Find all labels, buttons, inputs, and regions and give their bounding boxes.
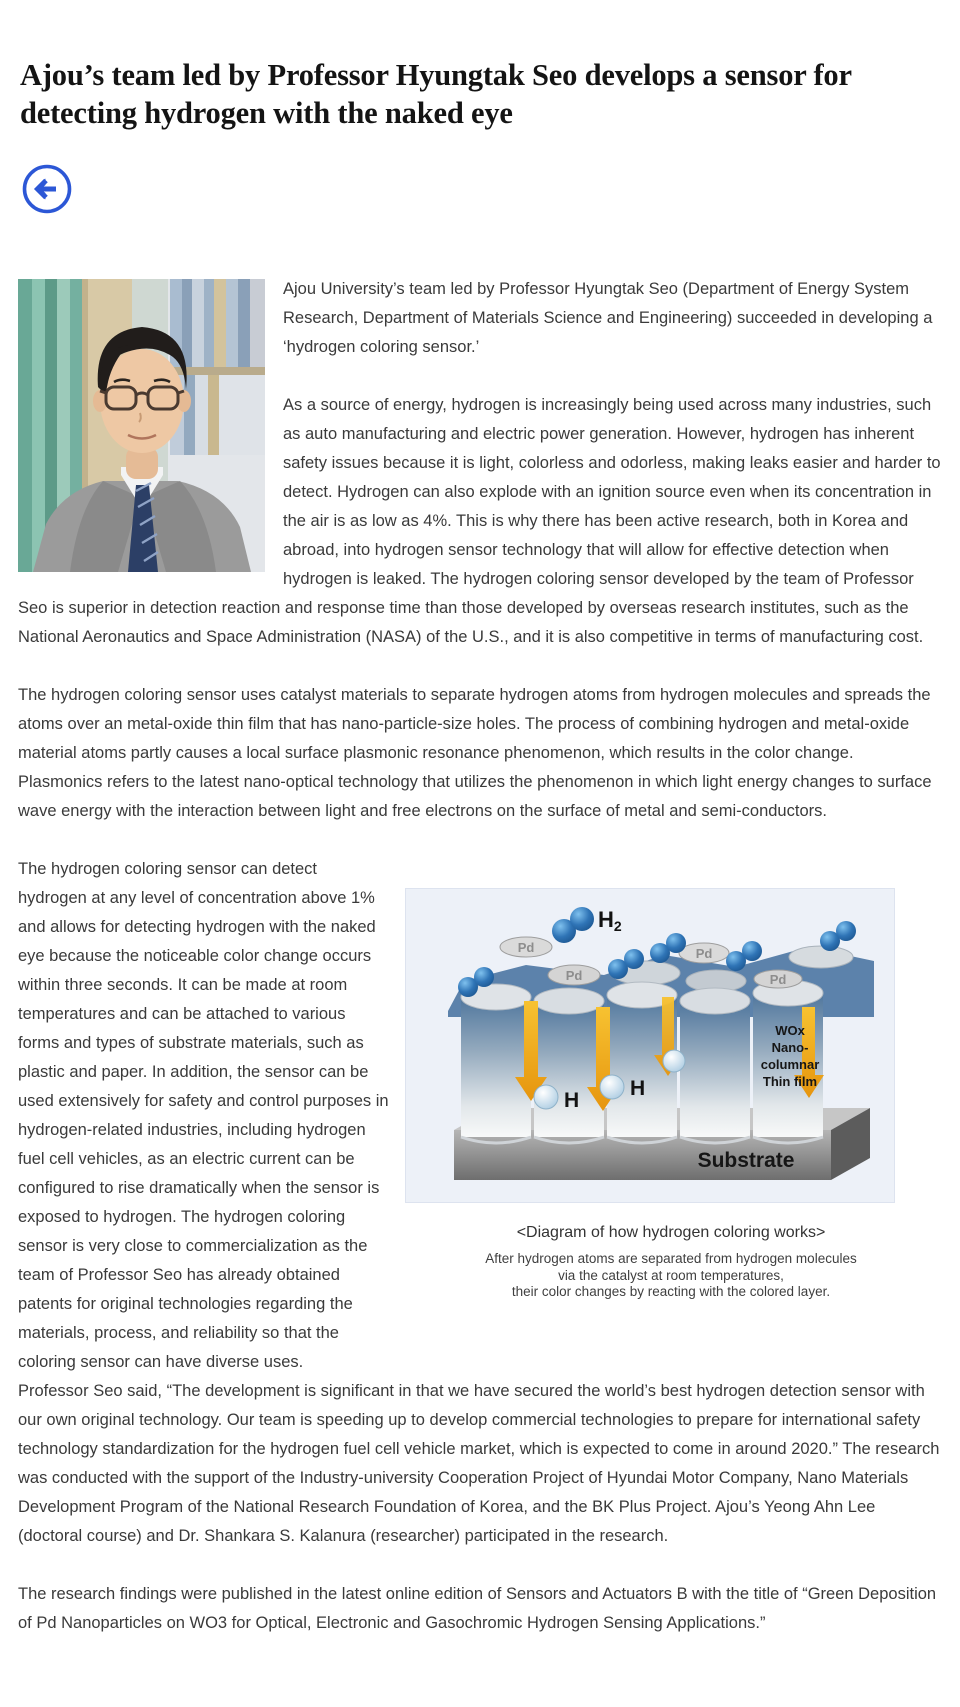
portrait-image xyxy=(18,279,265,572)
paragraph-intro: Ajou University’s team led by Professor Hyungtak Seo (Department of Energy System Research, Department of Materials Science and Engineering) succeeded in developing a ‘hydrogen coloring sensor.’ xyxy=(283,280,933,356)
columns-section xyxy=(18,855,942,1377)
h-label: H xyxy=(630,1077,646,1100)
figure-caption-line: via the catalyst at room temperatures, xyxy=(558,1267,784,1283)
page-title: Ajou’s team led by Professor Hyungtak Seo develops a sensor for detecting hydrogen with the naked eye xyxy=(20,58,852,130)
svg-text:Pd: Pd xyxy=(695,946,713,961)
svg-text:Pd: Pd xyxy=(517,940,535,955)
paragraph-features: The hydrogen coloring sensor can detect hydrogen at any level of concentration above 1% and allows for detecting hydrogen with the naked eye because the noticeable color change occurs within three seconds. It can be made at room temperatures and can be attached to various forms and types of substrate materials, such as plastic and paper. In addition, the sensor can be used extensively for safety and control purposes in hydrogen-related industries, including hydrogen fuel cell vehicles, as an electric current can be configured to rise dramatically when the sensor is exposed to hydrogen. The hydrogen coloring sensor is very close to commercialization as the team of Professor Seo has already obtained patents for original technologies regarding the materials, process, and reliability so that the coloring sensor can have diverse uses. xyxy=(18,860,389,1371)
h-label: H xyxy=(564,1089,580,1112)
back-button[interactable] xyxy=(22,164,72,214)
professor-photo xyxy=(18,279,265,572)
svg-text:WOx: WOx xyxy=(775,1023,805,1038)
svg-text:Pd: Pd xyxy=(565,968,583,983)
arrow-left-icon xyxy=(22,164,72,214)
svg-text:Thin film: Thin film xyxy=(762,1074,818,1089)
left-column xyxy=(18,855,390,1377)
paragraph-background: As a source of energy, hydrogen is increasingly being used across many industries, such as auto manufacturing and electric power generation. However, hydrogen has inherent safety issues because it is light, colorless and odorless, making leaks easier and harder to detect. Hydrogen can also explode with an ignition source even when its concentration in the air is as low as 4%. This is why there has been active research, both in Korea and abroad, into hydrogen sensor technology that will allow for effective detection when hydrogen is leaked. The hydrogen coloring sensor developed by the team of Professor Seo is superior in detection reaction and response time than those developed by overseas research institutes, such as the National Aeronautics and Space Administration (NASA) of the U.S., and it is also competitive in terms of manufacturing cost. xyxy=(18,396,941,646)
intro-section xyxy=(18,275,942,681)
paragraph-publication: The research findings were published in the latest online edition of Sensors and Actuators B with the title of “Green Deposition of Pd Nanoparticles on WO3 for Optical, Electronic and Gasochromic Hydrogen Sensing Applications.” xyxy=(18,1585,937,1632)
figure-caption-title: <Diagram of how hydrogen coloring works> xyxy=(516,1224,826,1241)
hydrogen-diagram xyxy=(405,888,895,1203)
svg-text:Pd: Pd xyxy=(769,972,787,987)
paragraph-quote: Professor Seo said, “The development is significant in that we have secured the world’s best hydrogen detection sensor with our own original technology. Our team is speeding up to develop commercial technologies to prepare for international safety technology standardization for the hydrogen fuel cell vehicle market, which is expected to come in around 2020.” The research was conducted with the support of the Industry-university Cooperation Project of Hyundai Motor Company, Nano Materials Development Program of the National Research Foundation of Korea, and the BK Plus Project. Ajou’s Yeong Ahn Lee (doctoral course) and Dr. Shankara S. Kalanura (researcher) participated in the research. xyxy=(18,1382,940,1545)
substrate-label: Substrate xyxy=(697,1149,795,1172)
diagram-image xyxy=(406,889,894,1202)
h2-label: H2 xyxy=(598,907,622,934)
paragraph-mechanism: The hydrogen coloring sensor uses catalyst materials to separate hydrogen atoms from hydrogen molecules and spreads the atoms over an metal-oxide thin film that has nano-particle-size holes. The process of combining hydrogen and metal-oxide material atoms partly causes a local surface plasmonic resonance phenomenon, which results in the color change. Plasmonics refers to the latest nano-optical technology that utilizes the phenomenon in which light energy changes to surface wave energy with the interaction between light and free electrons on the surface of metal and semi-conductors. xyxy=(18,686,932,820)
figure-caption-line: After hydrogen atoms are separated from hydrogen molecules xyxy=(485,1251,857,1266)
figure-caption-line: their color changes by reacting with the colored layer. xyxy=(511,1284,831,1299)
figure-caption xyxy=(400,1224,942,1301)
svg-text:Nano-: Nano- xyxy=(771,1040,809,1055)
figure-column xyxy=(400,855,942,1377)
svg-text:columnar: columnar xyxy=(760,1057,820,1072)
